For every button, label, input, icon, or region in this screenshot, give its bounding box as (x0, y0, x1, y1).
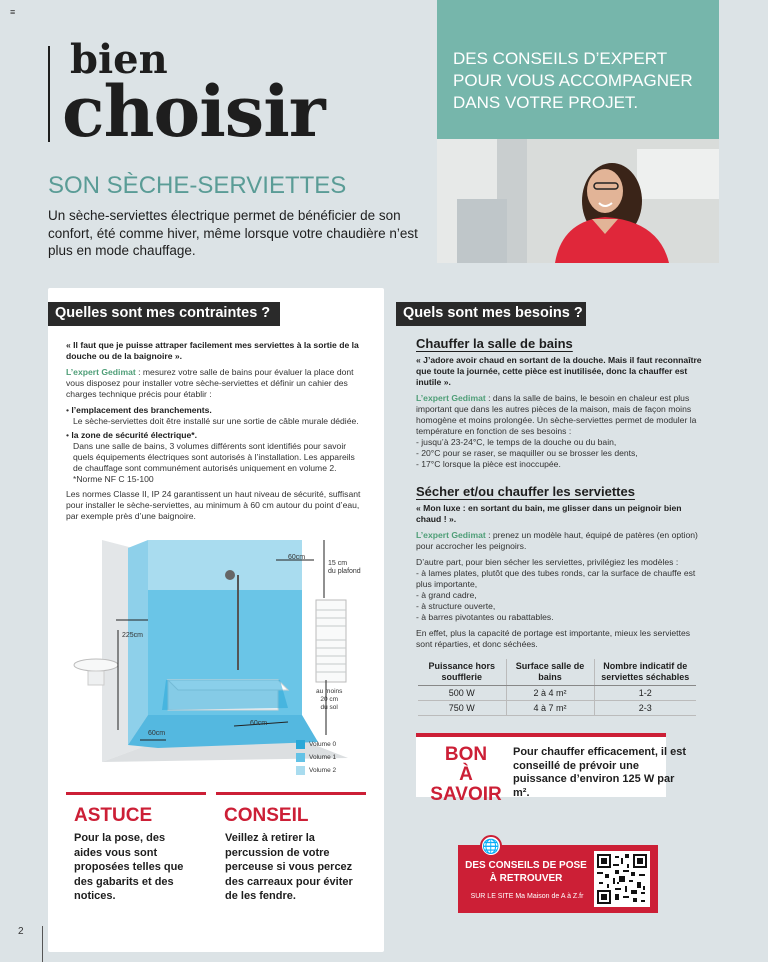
dim-line: du sol (320, 704, 338, 711)
power-table (418, 659, 696, 716)
table-cell: 500 W (418, 686, 506, 701)
site-name[interactable]: Ma Maison de A à Z.fr (515, 893, 584, 900)
expert-label: L’expert Gedimat (416, 393, 486, 403)
banner-line: DANS VOTRE PROJET. (453, 93, 639, 112)
promo-line: À RETROUVER (489, 873, 563, 884)
table-row (418, 701, 696, 716)
promo-line: DES CONSEILS DE POSE (465, 860, 587, 871)
section-quote: « Mon luxe : en sortant du bain, me glisser dans un peignoir bien chaud ! ». (416, 503, 682, 524)
title-choisir: choisir (62, 70, 325, 153)
banner-line: POUR VOUS ACCOMPAGNER (453, 71, 693, 90)
bullet-title: la zone de sécurité électrique*. (71, 430, 198, 440)
title-line: BON (444, 744, 488, 765)
section-outro: En effet, plus la capacité de portage est importante, mieux les serviettes sont réparties, et donc séchées. (416, 628, 691, 649)
section-expert (416, 530, 706, 552)
expert-photo (437, 139, 719, 263)
section-quote: « J’adore avoir chaud en sortant de la douche. Mais il faut reconnaître que toute la journée, cette pièce est inutilisée, donc la chauffer est inutile ». (416, 355, 702, 387)
dim-sub: du plafond (328, 568, 361, 575)
legend-label: Volume 1 (309, 754, 337, 761)
dim-label: 60cm (148, 730, 166, 737)
bullet-text: Le sèche-serviettes doit être installé sur une sortie de câble murale dédiée. (73, 416, 359, 426)
expert-label: L’expert Gedimat (416, 530, 486, 540)
list-item: - 17°C lorsque la pièce est inoccupée. (416, 459, 561, 469)
contraintes-quote: « Il faut que je puisse attraper facilement mes serviettes à la sortie de la douche ou de la baignoire ». (66, 340, 359, 361)
legend-swatch (296, 766, 305, 775)
table-header: Nombre indicatif de serviettes séchables (594, 659, 696, 686)
list-item: - à lames plates, plutôt que des tubes ronds, car la surface de chauffe est plus importante, (416, 568, 696, 589)
list-item: - à structure ouverte, (416, 601, 496, 611)
list-item: - 20°C pour se raser, se maquiller ou se brosser les dents, (416, 448, 638, 458)
dim-label (328, 560, 361, 576)
dim-label: 60cm (250, 720, 268, 727)
dim-label: 60cm (288, 554, 306, 561)
bullet-title: l’emplacement des branchements. (71, 405, 212, 415)
dim-label: 225cm (122, 632, 144, 639)
table-header: Surface salle de bains (506, 659, 594, 686)
page-number: 2 (18, 926, 24, 937)
menu-icon[interactable]: ≡ (10, 7, 16, 17)
legend-item (296, 738, 336, 751)
bullet-text: Dans une salle de bains, 3 volumes différents sont identifiés pour savoir quels équipements électriques sont autorisés à l’installation. Les appareils de chauffage sont communément autorisés uniquement en volume 2. (73, 441, 355, 473)
conseil-text: Veillez à retirer la percussion de votre perceuse si vous percez des carreaux pour éviter de les fendre. (225, 832, 353, 902)
expert-label: L’expert Gedimat (66, 367, 136, 377)
legend-item (296, 751, 336, 764)
volume-legend (296, 738, 336, 777)
expert-text: : prenez un modèle haut, équipé de patères (en option) pour accrocher les peignoirs. (416, 530, 698, 551)
conseil-title: CONSEIL (224, 805, 309, 826)
legend-label: Volume 0 (309, 741, 337, 748)
legend-swatch (296, 753, 305, 762)
globe-icon: 🌐 (480, 835, 502, 857)
section-expert (416, 393, 706, 437)
dim-value: 15 cm (328, 560, 348, 567)
bon-a-savoir-title (422, 745, 510, 805)
norme-note: *Norme NF C 15-100 (73, 474, 154, 484)
table-header: Puissance hors soufflerie (418, 659, 506, 686)
banner-line: DES CONSEILS D’EXPERT (453, 49, 668, 68)
section-title: Sécher et/ou chauffer les serviettes (416, 484, 635, 499)
promo-title (462, 859, 590, 885)
expert-banner (437, 0, 719, 139)
astuce-title: ASTUCE (74, 805, 153, 826)
list-item: - à grand cadre, (416, 590, 477, 600)
page-subtitle: SON SÈCHE-SERVIETTES (48, 172, 347, 199)
intro-text: Un sèche-serviettes électrique permet de bénéficier de son confort, été comme hiver, même lorsque votre chaudière n’est plus en mode chauffage. (48, 208, 418, 258)
bon-a-savoir-text: Pour chauffer efficacement, il est conseillé de prévoir une puissance d’environ 125 W par m². (513, 746, 686, 799)
table-cell: 750 W (418, 701, 506, 716)
qr-code[interactable] (594, 851, 650, 907)
conseil-bar (216, 792, 366, 795)
bullet-item: • l’emplacement des branchements. Le sèche-serviettes doit être installé sur une sortie de câble murale dédiée. (66, 405, 359, 426)
title-line: À SAVOIR (430, 764, 502, 805)
astuce-text: Pour la pose, des aides vous sont proposées telles que des gabarits et des notices. (74, 832, 184, 902)
bathroom-diagram (58, 530, 376, 780)
page-divider (42, 926, 43, 962)
dim-line: au moins (316, 688, 343, 695)
table-cell: 2 à 4 m² (506, 686, 594, 701)
besoins-heading: Quels sont mes besoins ? (396, 302, 586, 326)
legend-item (296, 764, 336, 777)
normes-text: Les normes Classe II, IP 24 garantissent un haut niveau de sécurité, suffisant pour installer le sèche-serviettes, au minimum à 60 cm autour du point d’eau, par exemple près d’une baignoire. (66, 489, 361, 521)
table-cell: 2-3 (594, 701, 696, 716)
expert-text: : mesurez votre salle de bains pour évaluer la place dont vous disposez pour installer votre sèche-serviettes et définir un cahier des charges technique précis pour établir : (66, 367, 354, 399)
legend-label: Volume 2 (309, 767, 337, 774)
legend-swatch (296, 740, 305, 749)
list-item: - à barres pivotantes ou rabattables. (416, 612, 554, 622)
table-row (418, 686, 696, 701)
list-item: - jusqu’à 23-24°C, le temps de la douche ou du bain, (416, 437, 617, 447)
site-label: SUR LE SITE (470, 893, 514, 900)
expert-text: : dans la salle de bains, le besoin en chaleur est plus important que dans les autres pièces de la maison, mais de façon moins homogène et moins prolongée. Un sèche-serviettes permet de moduler la température en fonction de ses besoins : (416, 393, 697, 436)
contraintes-heading: Quelles sont mes contraintes ? (48, 302, 280, 326)
table-cell: 1-2 (594, 686, 696, 701)
astuce-bar (66, 792, 206, 795)
contraintes-text (66, 340, 366, 522)
table-cell: 4 à 7 m² (506, 701, 594, 716)
bullet-item: • la zone de sécurité électrique*. Dans une salle de bains, 3 volumes différents sont identifiés pour savoir quels équipements électriques sont autorisés à l’installation. Les appareils de chauffage sont communément autorisés uniquement en volume 2. *Norme NF C 15-100 (66, 430, 366, 485)
bon-a-savoir-bar (416, 733, 666, 737)
title-divider (48, 46, 50, 142)
section-intro: D’autre part, pour bien sécher les serviettes, privilégiez les modèles : (416, 557, 679, 567)
dim-label (316, 688, 342, 712)
besoins-text (416, 338, 706, 650)
section-title: Chauffer la salle de bains (416, 336, 573, 351)
dim-line: 20 cm (320, 696, 339, 703)
contraintes-expert (66, 367, 366, 400)
promo-site (462, 893, 592, 900)
title-bien: bien (70, 36, 168, 83)
